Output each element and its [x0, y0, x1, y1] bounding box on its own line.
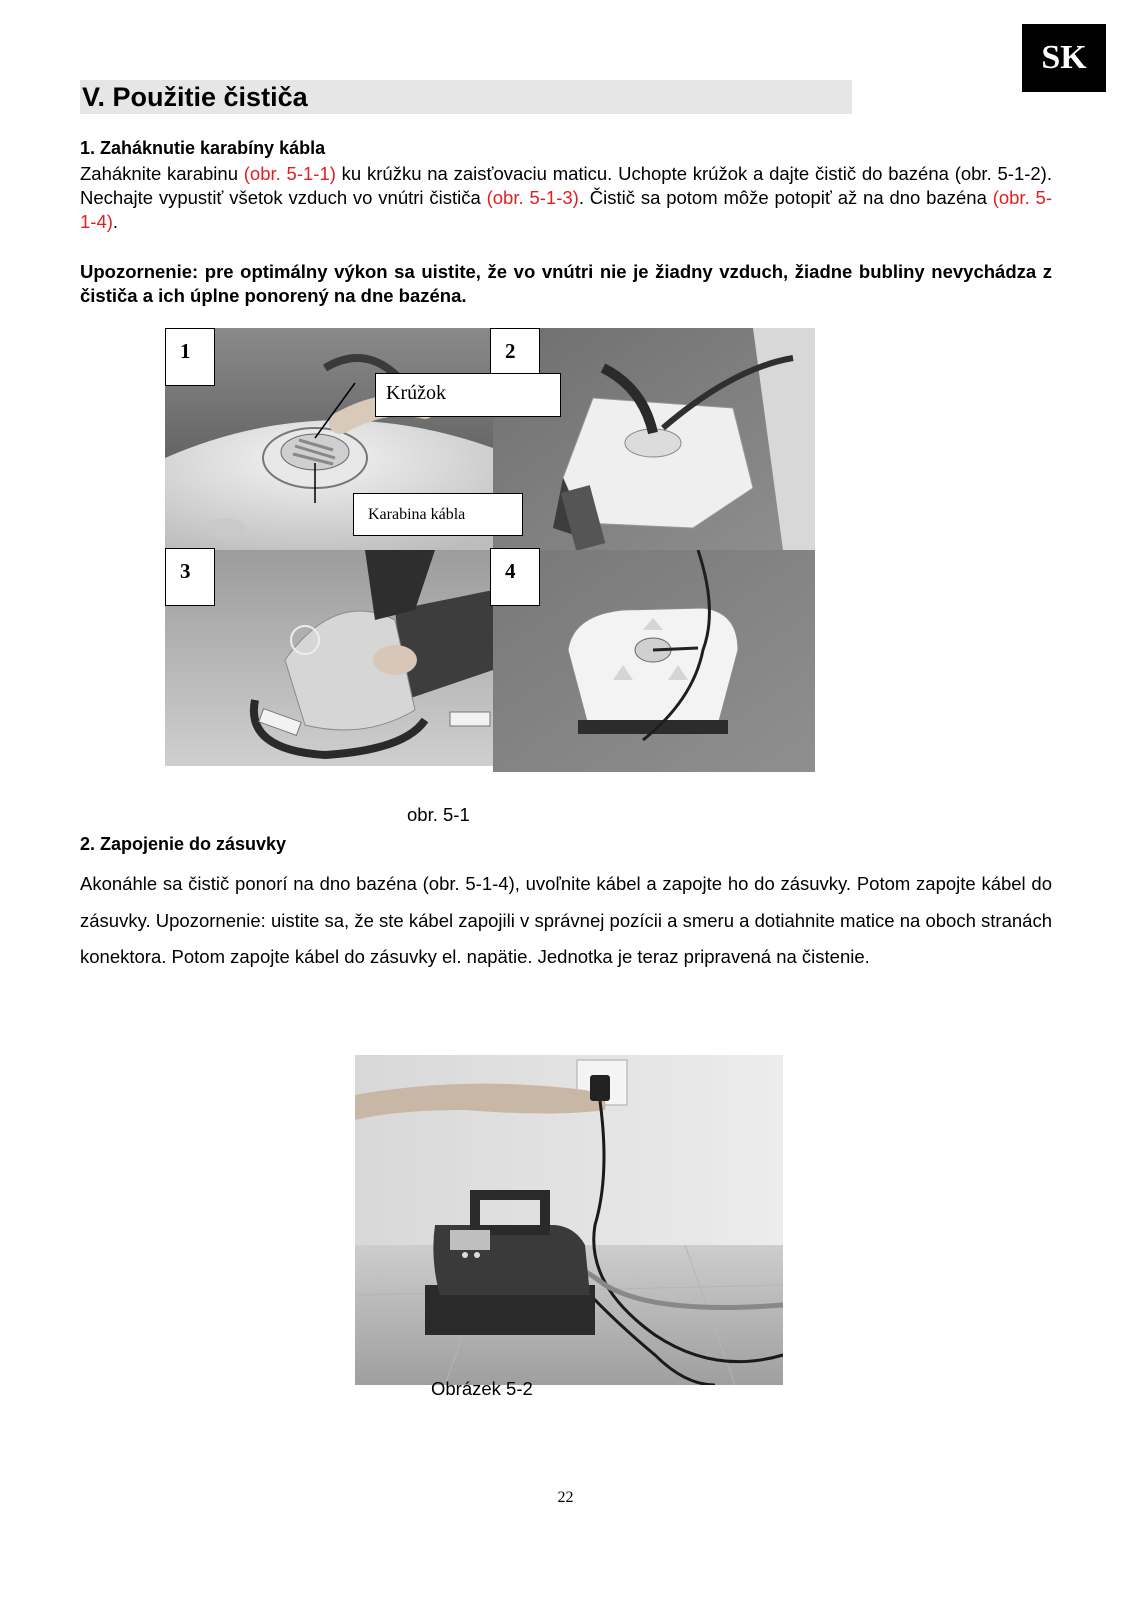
section-title: V. Použitie čističa [80, 80, 852, 114]
step1-heading: 1. Zaháknutie karabíny kábla [80, 138, 326, 158]
photo-panel-2 [493, 328, 815, 550]
panel-label-1: 1 [165, 328, 215, 386]
step1-text-a: Zaháknite karabinu [80, 163, 244, 184]
photo-panel-4 [493, 550, 815, 772]
language-badge: SK [1022, 24, 1106, 92]
figure-ref-5-1-3: (obr. 5-1-3) [486, 187, 579, 208]
photo-plugging-in [355, 1055, 783, 1385]
figure2-caption: Obrázek 5-2 [431, 1378, 533, 1399]
warning-note: Upozornenie: pre optimálny výkon sa uistite, že vo vnútri nie je žiadny vzduch, žiadne bubliny nevychádza z čističa a ich úplne ponorený na dne bazéna. [80, 261, 1052, 306]
step2-paragraph: Akonáhle sa čistič ponorí na dno bazéna (obr. 5-1-4), uvoľnite kábel a zapojte ho do zásuvky. Potom zapojte kábel do zásuvky. Upozornenie: uistite sa, že ste kábel zapojili v správnej pozícii a smeru a dotiahnite matice na oboch stranách konektora. Potom zapojte kábel do zásuvky el. napätie. Jednotka je teraz pripravená na čistenie. [80, 873, 1052, 967]
figure1-caption: obr. 5-1 [407, 804, 470, 825]
page-number: 22 [557, 1489, 574, 1506]
panel-label-2: 2 [490, 328, 540, 386]
step1-text-b: ku krúžku na zaisťovaciu maticu. Uchopte krúžok a dajte čistič do bazéna (obr. 5-1-2). Nechajte vypustiť všetok vzduch vo vnútri čističa [80, 163, 1052, 208]
figure-ref-5-1-4: (obr. 5-1-4) [80, 187, 1052, 232]
callout-ring: Krúžok [375, 373, 561, 417]
step1-text-c: . Čistič sa potom môže potopiť až na dno bazéna [578, 187, 993, 208]
step2-heading: 2. Zapojenie do zásuvky [80, 834, 287, 854]
callout-carabiner: Karabina kábla [353, 493, 523, 536]
panel-label-3: 3 [165, 548, 215, 606]
panel-label-4: 4 [490, 548, 540, 606]
step1-paragraph [80, 162, 1052, 234]
step1-text-d: . [112, 211, 119, 232]
figure-ref-5-1-1: (obr. 5-1-1) [243, 163, 336, 184]
